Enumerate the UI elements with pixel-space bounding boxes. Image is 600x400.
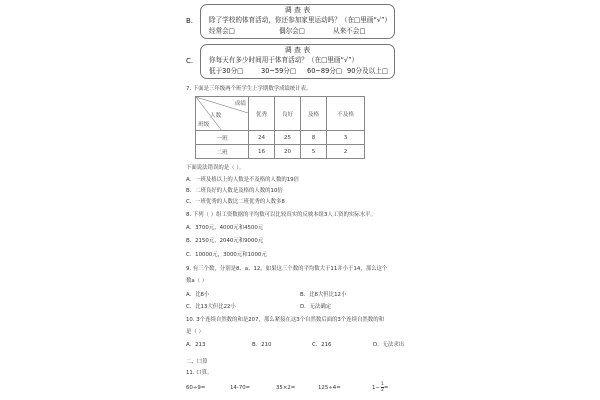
q10-stem-cont: 是（ ） [186,329,204,335]
calc-item-3[interactable]: 35×2= [276,385,296,391]
q10-option-c[interactable]: C．216 [312,342,332,348]
calc-item-4[interactable]: 125÷4= [318,385,341,391]
header-good: 良好 [275,97,301,131]
cell: 2 [327,145,365,159]
survey-title: 调 查 表 [284,6,311,14]
calc-item-5-text: 1− [372,385,380,391]
choice-90-plus[interactable]: 90分及以上□ [347,67,388,75]
survey-title: 调 查 表 [284,46,311,54]
q9-option-a[interactable]: A．比8小 [186,292,210,298]
choice-never[interactable]: 从来不会□ [333,27,366,35]
q7-stem: 7. 下面是三年级两个班学生上学期数学成绩统计表。 [186,86,312,92]
choice-often[interactable]: 经常会□ [209,27,236,35]
cell: 20 [275,145,301,159]
cell: 16 [249,145,275,159]
q10-option-d[interactable]: D．无法求出 [373,342,405,348]
q8-option-a[interactable]: A．3700元，4000元和4500元 [186,225,264,231]
cell: 24 [249,131,275,145]
cell: 5 [301,145,327,159]
fraction-numerator: 1 [380,382,384,387]
survey-card-b [200,4,395,39]
q9-stem-cont: 数a（ ） [186,278,208,284]
q10-option-b[interactable]: B．210 [252,342,272,348]
fraction-denominator: 2 [380,388,384,393]
cell: 3 [327,131,365,145]
option-b-label: B. [186,17,194,25]
q8-option-b[interactable]: B．2150元，2040元和9000元 [186,238,264,244]
q8-stem: 8. 下列（ ）组工资数据的平均数可以比较真实的反映本组3人工资的实际水平。 [186,212,376,218]
q10-option-a[interactable]: A．213 [186,342,206,348]
cell: 25 [275,131,301,145]
choice-60-89[interactable]: 60~89分□ [307,67,343,75]
table-row [196,145,365,159]
q7-prompt: 下面说法错误的是（ ）。 [186,165,245,171]
q9-stem: 9. 有三个数，分别是8、a、12。如果这三个数的平均数大于11并小于14，那么这个 [186,266,388,272]
score-table [195,96,365,159]
row-name: 一班 [196,131,249,145]
cell: 8 [301,131,327,145]
q9-option-c[interactable]: C．比13大但比22小 [186,304,236,310]
choice-under-30[interactable]: 低于30分□ [209,67,244,75]
q8-option-c[interactable]: C．10000元，3000元和1000元 [186,252,267,258]
section-heading: 二、口算 [186,359,208,365]
row-name: 二班 [196,145,249,159]
corner-label-count: 人数 [210,113,222,119]
calc-item-2[interactable]: 14-70= [230,385,251,391]
calc-item-5[interactable] [372,382,388,393]
q10-stem: 10. 3个连续自然数的和是207，那么紧接在这3个自然数后面的3个连续自然数的和 [186,317,384,323]
q7-option-a[interactable]: A．一班及格以上的人数是不及格的人数的19倍 [186,177,299,183]
table-corner-cell [196,97,249,131]
q7-option-b[interactable]: B．二班良好的人数是及格的人数的10倍 [186,188,283,194]
header-excellent: 优秀 [249,97,275,131]
calc-item-5-eq: = [383,385,389,391]
corner-label-class: 班级 [198,122,210,128]
q9-option-d[interactable]: D．无法确定 [300,304,332,310]
survey-question: 除了学校的体育活动，你还参加家里运动吗？（在□里画“√”） [209,16,392,24]
option-c-label: C. [186,57,194,65]
header-fail: 不及格 [327,97,365,131]
survey-question: 你每天有多少时间用于体育活动？（在□里画“√”） [209,56,359,64]
choice-sometimes[interactable]: 偶尔会□ [279,27,306,35]
survey-card-c [200,44,395,79]
q7-option-c[interactable]: C．一班优秀的人数比二班优秀的人数多8 [186,199,285,205]
calc-item-1[interactable]: 60÷9= [186,385,206,391]
q11-stem: 11. 口算。 [186,370,213,376]
table-row [196,131,365,145]
corner-label-score: 成绩 [234,101,246,107]
choice-30-59[interactable]: 30~59分□ [261,67,297,75]
header-pass: 及格 [301,97,327,131]
q9-option-b[interactable]: B．比8大但比12小 [300,292,347,298]
